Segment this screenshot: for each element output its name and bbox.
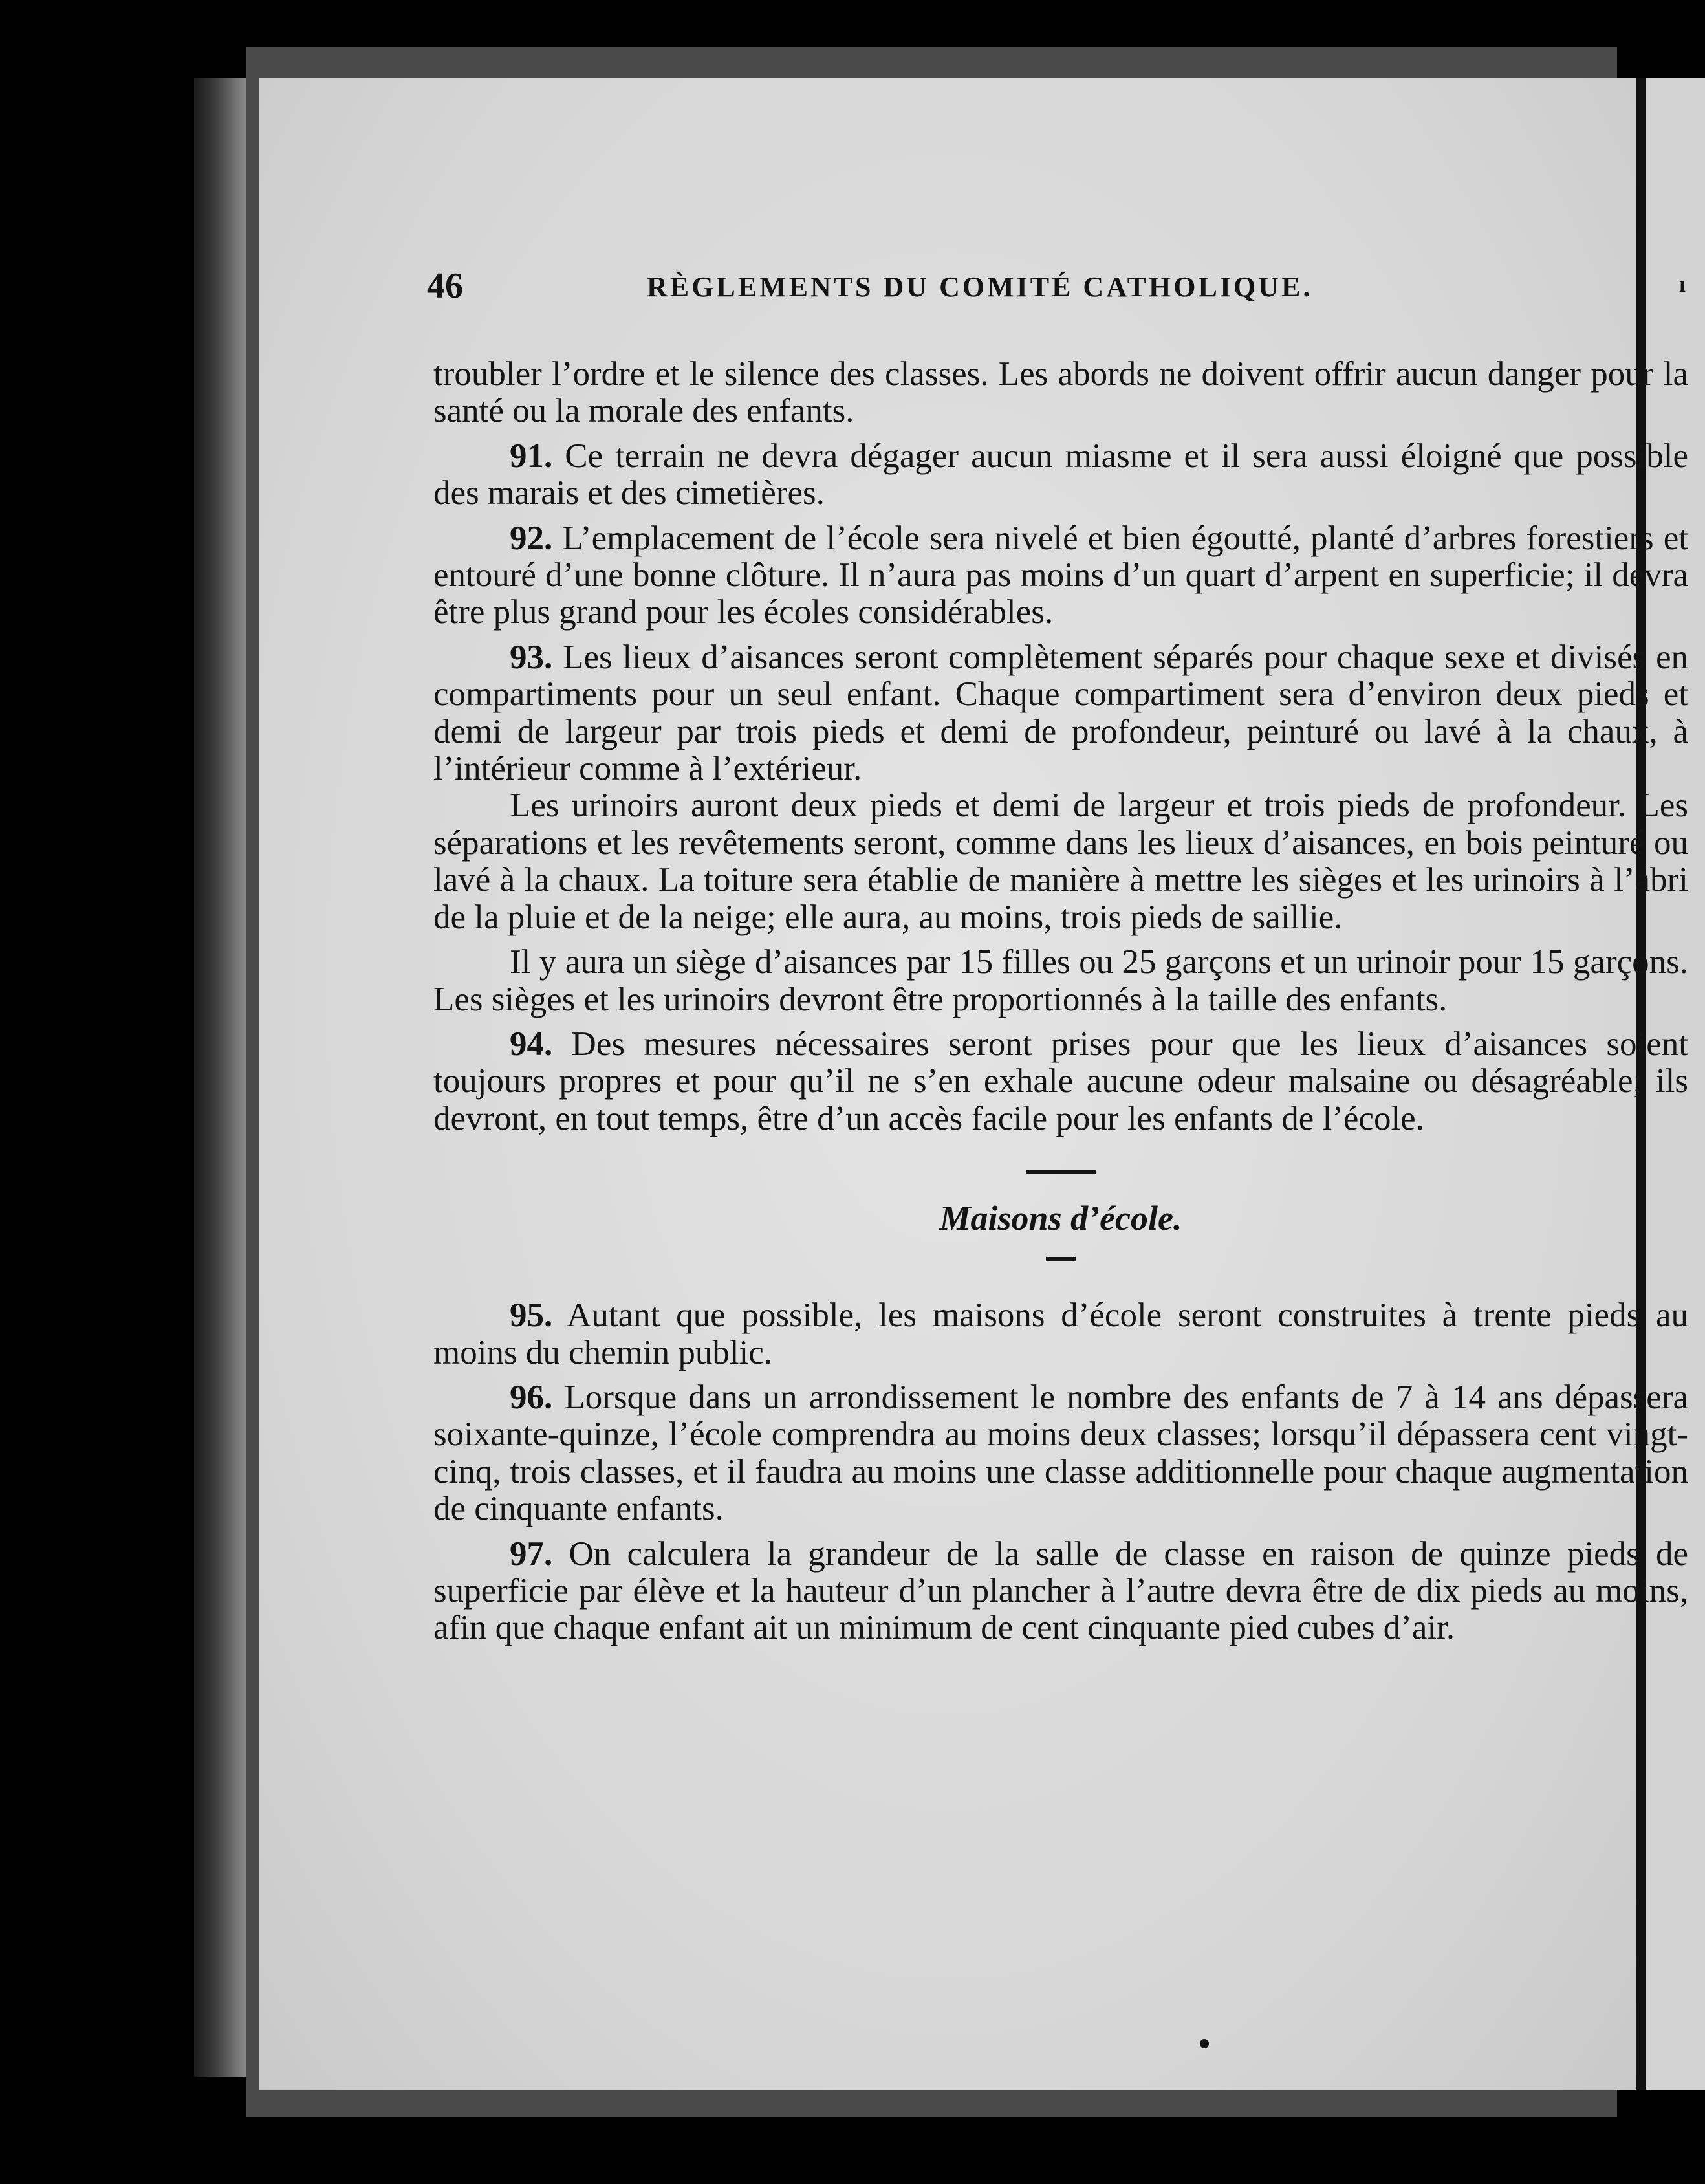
section-title: Maisons d’école.	[939, 1199, 1182, 1238]
article-number: 97.	[510, 1534, 553, 1573]
article-92	[433, 520, 1688, 631]
page-header	[427, 265, 1688, 317]
paragraph-sieges	[433, 944, 1688, 1018]
paragraph-text: Les urinoirs auront deux pieds et demi de largeur et trois pieds de profondeur. Les séparations et les revêtements seront, comme dans les lieux d’aisances, en bois peinturé ou lavé à la chaux. La toiture sera établie de manière à mettre les sièges et les urinoirs à l’abri de la pluie et de la neige; elle aura, au moins, trois pieds de saillie.	[433, 787, 1688, 936]
article-number: 93.	[510, 638, 553, 676]
header-mark: ı	[1678, 271, 1688, 297]
paragraph-text: Ce terrain ne devra dégager aucun miasme et il sera aussi éloigné que possible des marais et des cimetières.	[433, 437, 1689, 512]
article-number: 91.	[510, 437, 553, 475]
paragraph-text: Des mesures nécessaires seront prises pour que les lieux d’aisances soient toujours propres et pour qu’il ne s’en exhale aucune odeur malsaine ou désagréable; ils devront, en tout temps, être d’un accès facile pour les enfants de l’école.	[433, 1025, 1688, 1137]
article-91	[433, 438, 1688, 512]
article-number: 92.	[510, 519, 553, 557]
section-title-rule	[1046, 1257, 1076, 1261]
article-96	[433, 1379, 1688, 1528]
article-number: 96.	[510, 1378, 553, 1416]
article-number: 94.	[510, 1025, 553, 1063]
article-number: 95.	[510, 1296, 553, 1335]
book-spine	[194, 78, 252, 2077]
paragraph-text: troubler l’ordre et le silence des classes. Les abords ne doivent offrir aucun danger pour la santé ou la morale des enfants.	[433, 355, 1688, 430]
running-title: RÈGLEMENTS DU COMITÉ CATHOLIQUE.	[647, 271, 1313, 303]
ink-dot	[1200, 2039, 1209, 2048]
paragraph-text: Lorsque dans un arrondissement le nombre des enfants de 7 à 14 ans dépassera soixante-quinze, l’école comprendra au moins deux classes; lorsqu’il dépassera cent vingt-cinq, trois classes, et il faudra au moins une classe additionnelle pour chaque augmentation de cinquante enfants.	[433, 1378, 1688, 1528]
section-divider-rule	[1026, 1170, 1096, 1174]
article-95	[433, 1297, 1688, 1371]
paragraph-urinoirs	[433, 787, 1688, 936]
article-94	[433, 1026, 1688, 1137]
paragraph-continuation	[433, 356, 1688, 430]
page-number: 46	[427, 266, 463, 306]
book-page	[259, 78, 1689, 2090]
article-97	[433, 1536, 1688, 1647]
body-text	[433, 356, 1688, 1655]
paragraph-text: On calculera la grandeur de la salle de classe en raison de quinze pieds de superficie par élève et la hauteur d’un plancher à l’autre devra être de dix pieds au moins, afin que chaque enfant ait un minimum de cent cinquante pied cubes d’air.	[433, 1534, 1688, 1647]
paragraph-text: L’emplacement de l’école sera nivelé et bien égoutté, planté d’arbres forestiers et entouré d’une bonne clôture. Il n’aura pas moins d’un quart d’arpent en superficie; il devra être plus grand pour les écoles considérables.	[433, 519, 1689, 631]
paragraph-text: Il y aura un siège d’aisances par 15 filles ou 25 garçons et un urinoir pour 15 garçons. Les sièges et les urinoirs devront être proportionnés à la taille des enfants.	[433, 943, 1688, 1018]
paragraph-text: Autant que possible, les maisons d’école seront construites à trente pieds au moins du chemin public.	[433, 1296, 1688, 1371]
paragraph-text: Les lieux d’aisances seront complètement séparés pour chaque sexe et divisés en compartiments pour un seul enfant. Chaque compartiment sera d’environ deux pieds et demi de largeur par trois pieds et demi de profondeur, peinturé ou lavé à la chaux, à l’intérieur comme à l’extérieur.	[433, 638, 1688, 788]
article-93	[433, 639, 1688, 788]
